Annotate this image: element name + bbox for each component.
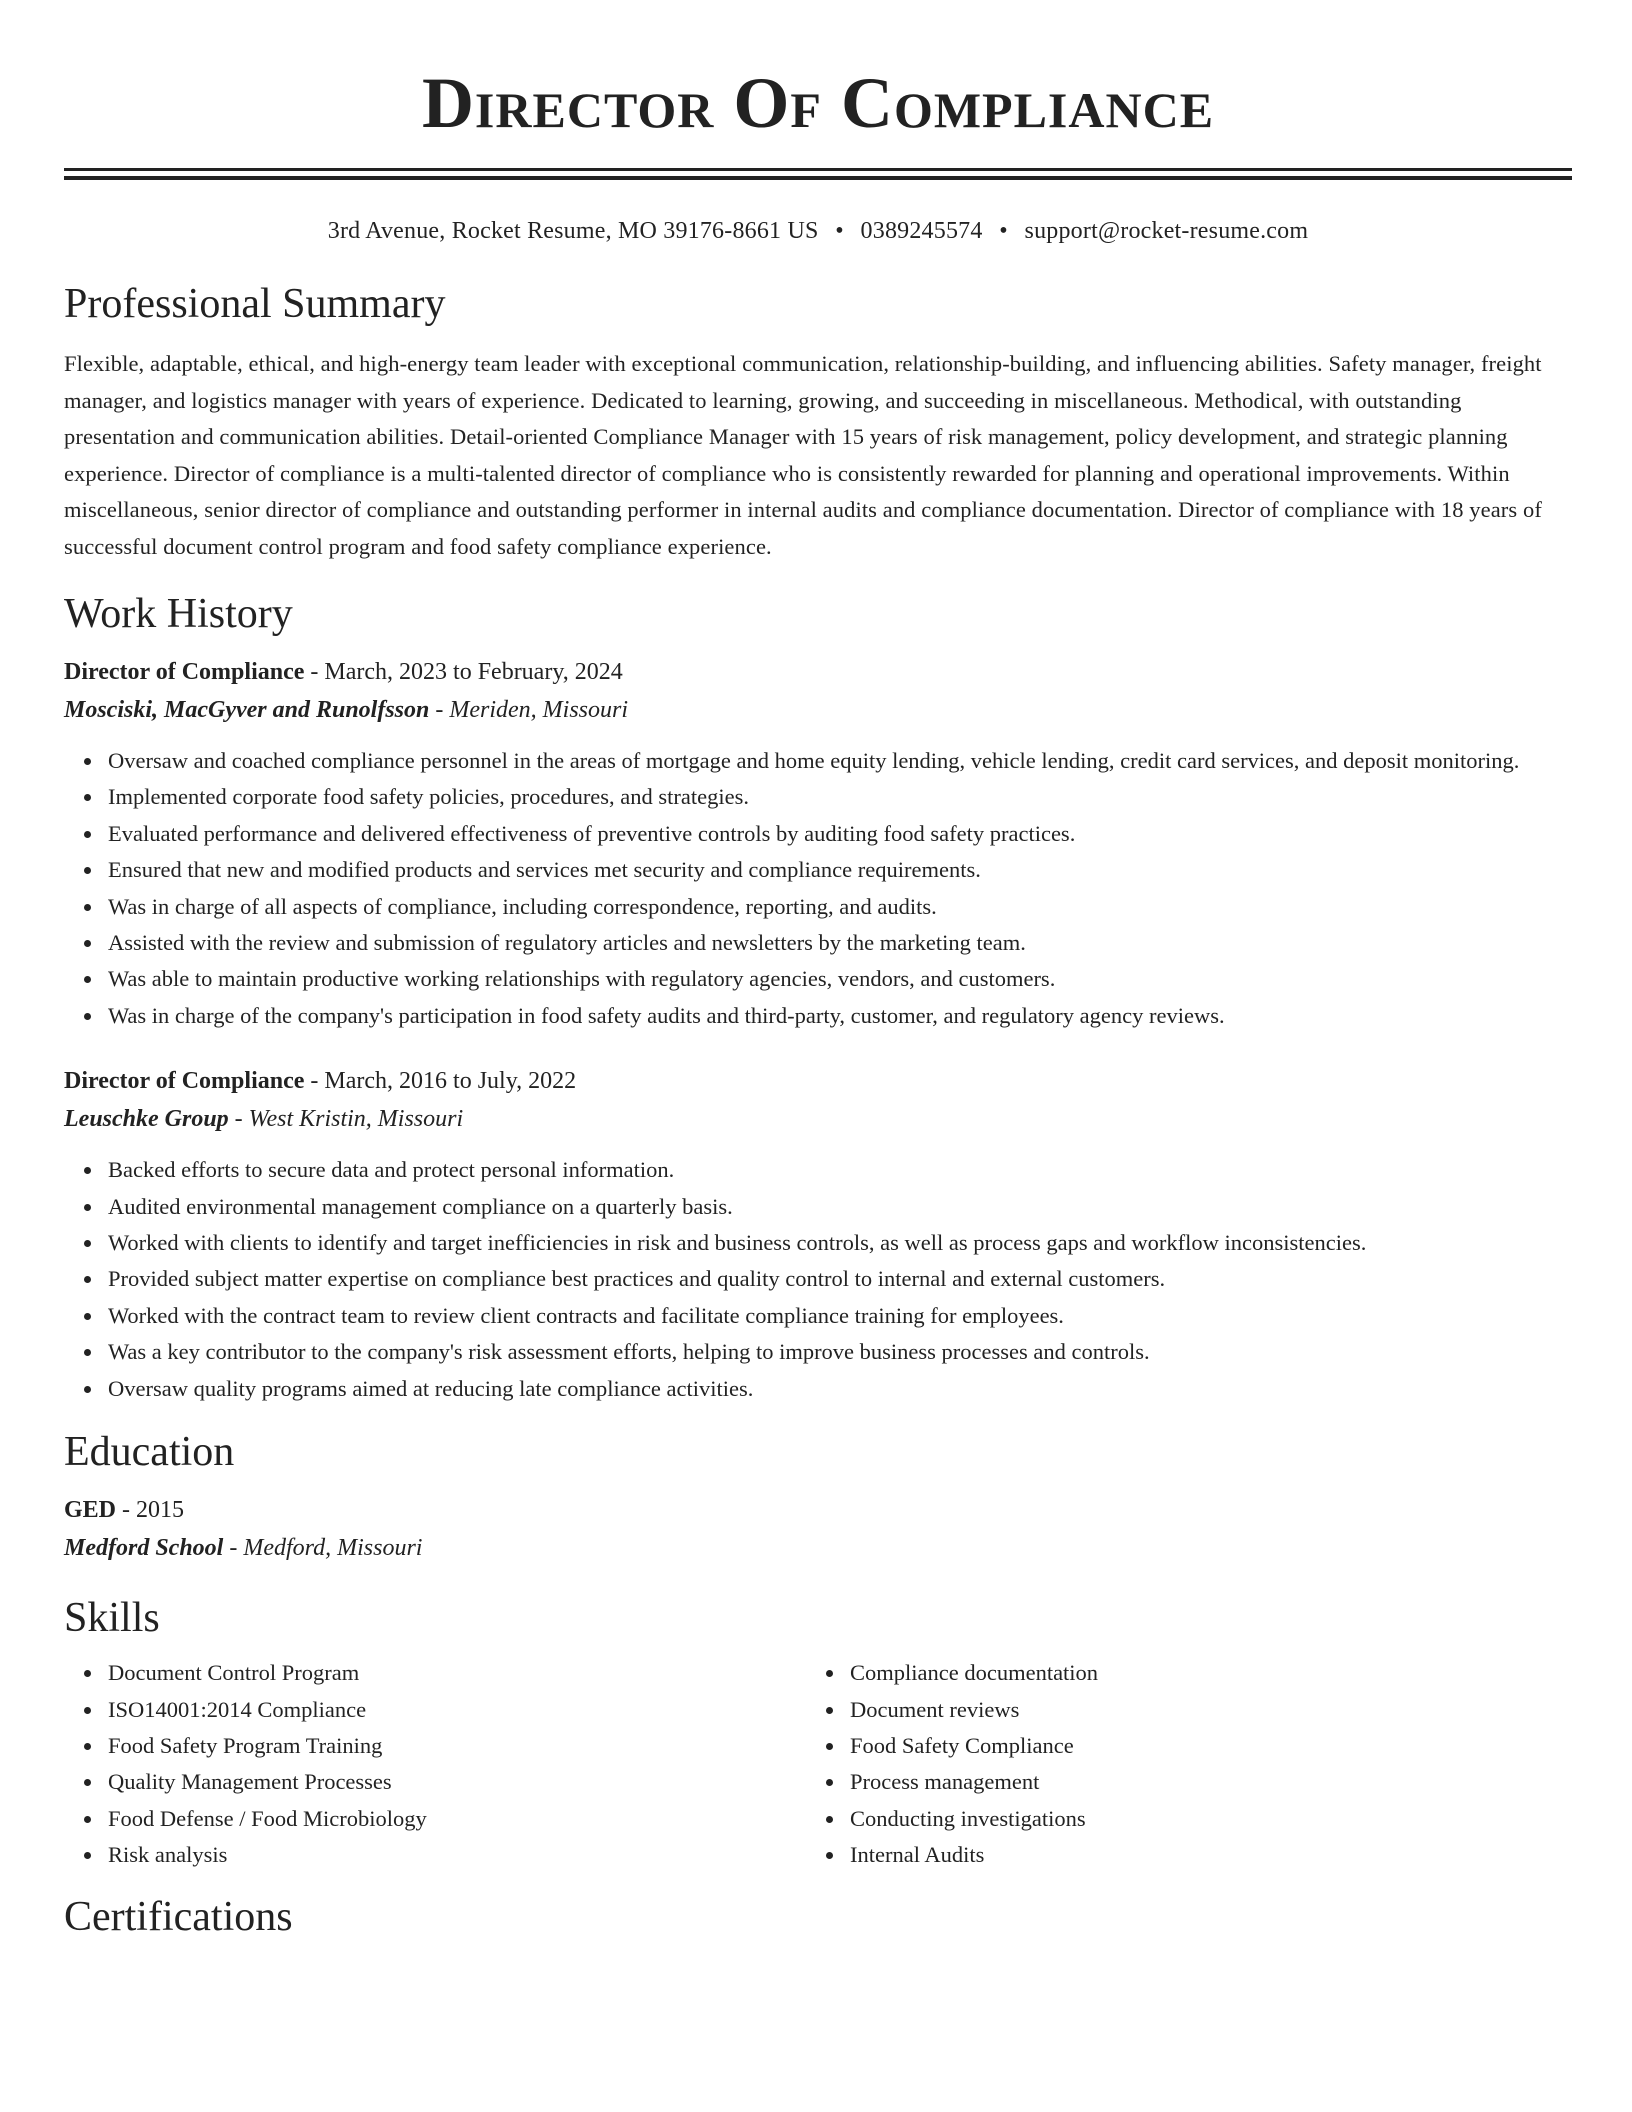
- contact-separator: •: [999, 218, 1008, 244]
- education-year: - 2015: [116, 1497, 185, 1524]
- job-location: - Meriden, Missouri: [429, 697, 629, 723]
- skills-list-right: [806, 1655, 1570, 1873]
- education-location: - Medford, Missouri: [223, 1535, 423, 1562]
- job-title: Director of Compliance: [64, 1068, 305, 1095]
- skills-list-left: [64, 1655, 806, 1873]
- job-title-line: [64, 1062, 1572, 1100]
- skill-item: Document reviews: [850, 1692, 1570, 1728]
- list-item: Oversaw quality programs aimed at reducing late compliance activities.: [108, 1371, 1572, 1407]
- work-history-section: [64, 589, 1572, 1407]
- list-item: Was a key contributor to the company's risk assessment efforts, helping to improve business processes and controls.: [108, 1334, 1572, 1370]
- section-heading-work: Work History: [64, 591, 293, 637]
- list-item: Backed efforts to secure data and protect personal information.: [108, 1152, 1572, 1188]
- skill-item: Food Defense / Food Microbiology: [108, 1801, 806, 1837]
- list-item: Worked with clients to identify and target inefficiencies in risk and business controls, as well as process gaps and workflow inconsistencies.: [108, 1225, 1572, 1261]
- list-item: Provided subject matter expertise on compliance best practices and quality control to internal and external customers.: [108, 1261, 1572, 1297]
- section-heading-summary: Professional Summary: [64, 281, 446, 327]
- skill-item: Risk analysis: [108, 1837, 806, 1873]
- skill-item: Document Control Program: [108, 1655, 806, 1691]
- education-school: Medford School: [64, 1535, 224, 1562]
- job-company-line: [64, 1100, 1572, 1138]
- education-school-line: [64, 1529, 1572, 1567]
- skills-section: [64, 1593, 1572, 1873]
- education-degree-line: [64, 1491, 1572, 1529]
- contact-line: [64, 216, 1572, 246]
- list-item: Was in charge of the company's participation in food safety audits and third-party, customer, and regulatory agency reviews.: [108, 998, 1572, 1034]
- job-company-line: [64, 691, 1572, 729]
- job-dates: - March, 2023 to February, 2024: [304, 659, 623, 685]
- skills-columns: [64, 1655, 1572, 1873]
- job-bullets: [64, 1152, 1572, 1407]
- list-item: Was able to maintain productive working relationships with regulatory agencies, vendors, and customers.: [108, 961, 1572, 997]
- skill-item: Conducting investigations: [850, 1801, 1570, 1837]
- list-item: Ensured that new and modified products and services met security and compliance requirements.: [108, 852, 1572, 888]
- contact-phone: 0389245574: [860, 218, 983, 244]
- summary-text: Flexible, adaptable, ethical, and high-energy team leader with exceptional communication, relationship-building, and influencing abilities. Safety manager, freight manager, and logistics manager with years of experience. Dedicated to learning, growing, and succeeding in miscellaneous. Methodical, with outstanding presentation and communication abilities. Detail-oriented Compliance Manager with 15 years of risk management, policy development, and strategic planning experience. Director of compliance is a multi-talented director of compliance who is consistently rewarded for planning and operational improvements. Within miscellaneous, senior director of compliance and outstanding performer in internal audits and compliance documentation. Director of compliance with 18 years of successful document control program and food safety compliance experience.: [64, 351, 1542, 559]
- list-item: Implemented corporate food safety policies, procedures, and strategies.: [108, 779, 1572, 815]
- list-item: Oversaw and coached compliance personnel in the areas of mortgage and home equity lending, vehicle lending, credit card services, and deposit monitoring.: [108, 743, 1572, 779]
- contact-separator: •: [835, 218, 844, 244]
- list-item: Was in charge of all aspects of compliance, including correspondence, reporting, and audits.: [108, 889, 1572, 925]
- summary-section: [64, 279, 1572, 565]
- resume-page: [64, 0, 1572, 1942]
- section-heading-education: Education: [64, 1429, 235, 1476]
- section-heading-skills: Skills: [64, 1595, 160, 1642]
- skill-item: ISO14001:2014 Compliance: [108, 1692, 806, 1728]
- list-item: Worked with the contract team to review client contracts and facilitate compliance training for employees.: [108, 1298, 1572, 1334]
- job-title: Director of Compliance: [64, 659, 305, 685]
- contact-email: support@rocket-resume.com: [1024, 218, 1309, 244]
- skill-item: Internal Audits: [850, 1837, 1570, 1873]
- resume-name: Director Of Compliance: [421, 63, 1215, 143]
- header-rule-top: [64, 168, 1572, 171]
- job-company: Mosciski, MacGyver and Runolfsson: [64, 697, 430, 723]
- education-section: [64, 1427, 1572, 1567]
- job-entry: [64, 653, 1572, 1034]
- skill-item: Food Safety Program Training: [108, 1728, 806, 1764]
- education-degree: GED: [64, 1497, 117, 1524]
- job-entry: [64, 1062, 1572, 1407]
- job-dates: - March, 2016 to July, 2022: [304, 1068, 577, 1095]
- skill-item: Quality Management Processes: [108, 1764, 806, 1800]
- section-heading-certifications: Certifications: [64, 1893, 293, 1940]
- list-item: Evaluated performance and delivered effectiveness of preventive controls by auditing food safety practices.: [108, 816, 1572, 852]
- skill-item: Process management: [850, 1764, 1570, 1800]
- job-company: Leuschke Group: [64, 1106, 229, 1133]
- job-title-line: [64, 653, 1572, 691]
- contact-address: 3rd Avenue, Rocket Resume, MO 39176-8661 US: [327, 218, 819, 244]
- job-location: - West Kristin, Missouri: [228, 1106, 464, 1133]
- skill-item: Compliance documentation: [850, 1655, 1570, 1691]
- header-rule-bottom: [64, 176, 1572, 180]
- list-item: Assisted with the review and submission of regulatory articles and newsletters by the marketing team.: [108, 925, 1572, 961]
- skill-item: Food Safety Compliance: [850, 1728, 1570, 1764]
- certifications-section: [64, 1892, 1572, 1942]
- list-item: Audited environmental management compliance on a quarterly basis.: [108, 1189, 1572, 1225]
- job-bullets: [64, 743, 1572, 1034]
